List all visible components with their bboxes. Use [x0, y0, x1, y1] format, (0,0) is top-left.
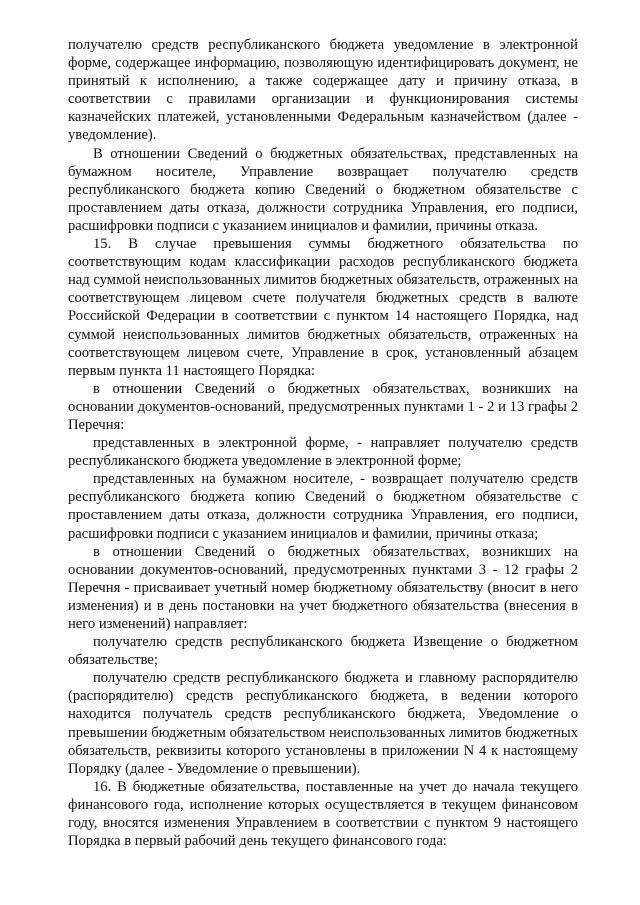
document-page [68, 36, 578, 850]
paragraph-items-1-2-13: в отношении Сведений о бюджетных обязательствах, возникших на основании документов-оснований, предусмотренных пунктами 1 - 2 и 13 графы 2 Перечня: [68, 380, 578, 433]
paragraph-section-15: 15. В случае превышения суммы бюджетного обязательства по соответствующим кодам классификации расходов республиканского бюджета над суммой неиспользованных лимитов бюджетных обязательств, отраженных на соответствующем лицевом счете получателя бюджетных средств в валюте Российской Федерации в соответствии с пунктом 14 настоящего Порядка, над суммой неиспользованных лимитов бюджетных обязательств, отраженных на соответствующем лицевом счете, Управление в срок, установленный абзацем первым пункта 11 настоящего Порядка: [68, 236, 578, 379]
paragraph-notice-recipient: получателю средств республиканского бюджета Извещение о бюджетном обязательстве; [68, 634, 578, 669]
paragraph-electronic-form: представленных в электронной форме, - направляет получателю средств республиканского бюджета уведомление в электронной форме; [68, 435, 578, 470]
paragraph-items-3-12: в отношении Сведений о бюджетных обязательствах, возникших на основании документов-оснований, предусмотренных пунктами 3 - 12 графы 2 Перечня - присваивает учетный номер бюджетному обязательству (вносит в него изменения) и в день постановки на учет бюджетного обязательства (внесения в него изменений) направляет: [68, 543, 578, 632]
paragraph-paper-return: В отношении Сведений о бюджетных обязательствах, представленных на бумажном носителе, Управление возвращает получателю средств республиканского бюджета копию Сведений о бюджетном обязательстве с проставлением даты отказа, должности сотрудника Управления, его подписи, расшифровки подписи с указанием инициалов и фамилии, причины отказа. [68, 145, 578, 234]
paragraph-notification-intro: получателю средств республиканского бюджета уведомление в электронной форме, содержащее информацию, позволяющую идентифицировать документ, не принятый к исполнению, а также содержащее дату и причину отказа, в соответствии с правилами организации и функционирования системы казначейских платежей, установленными Федеральным казначейством (далее - уведомление). [68, 37, 578, 144]
paragraph-paper-form: представленных на бумажном носителе, - возвращает получателю средств республиканского бюджета копию Сведений о бюджетном обязательстве с проставлением даты отказа, должности сотрудника Управления, его подписи, расшифровки подписи с указанием инициалов и фамилии, причины отказа; [68, 471, 578, 542]
paragraph-excess-notification: получателю средств республиканского бюджета и главному распорядителю (распорядителю) средств республиканского бюджета, в ведении которого находится получатель средств республиканского бюджета, Уведомление о превышении бюджетным обязательством неиспользованных лимитов бюджетных обязательств, реквизиты которого установлены в приложении N 4 к настоящему Порядку (далее - Уведомление о превышении). [68, 670, 578, 777]
paragraph-section-16: 16. В бюджетные обязательства, поставленные на учет до начала текущего финансового года, исполнение которых осуществляется в текущем финансовом году, вносятся изменения Управлением в соответствии с пунктом 9 настоящего Порядка в первый рабочий день текущего финансового года: [68, 778, 578, 850]
